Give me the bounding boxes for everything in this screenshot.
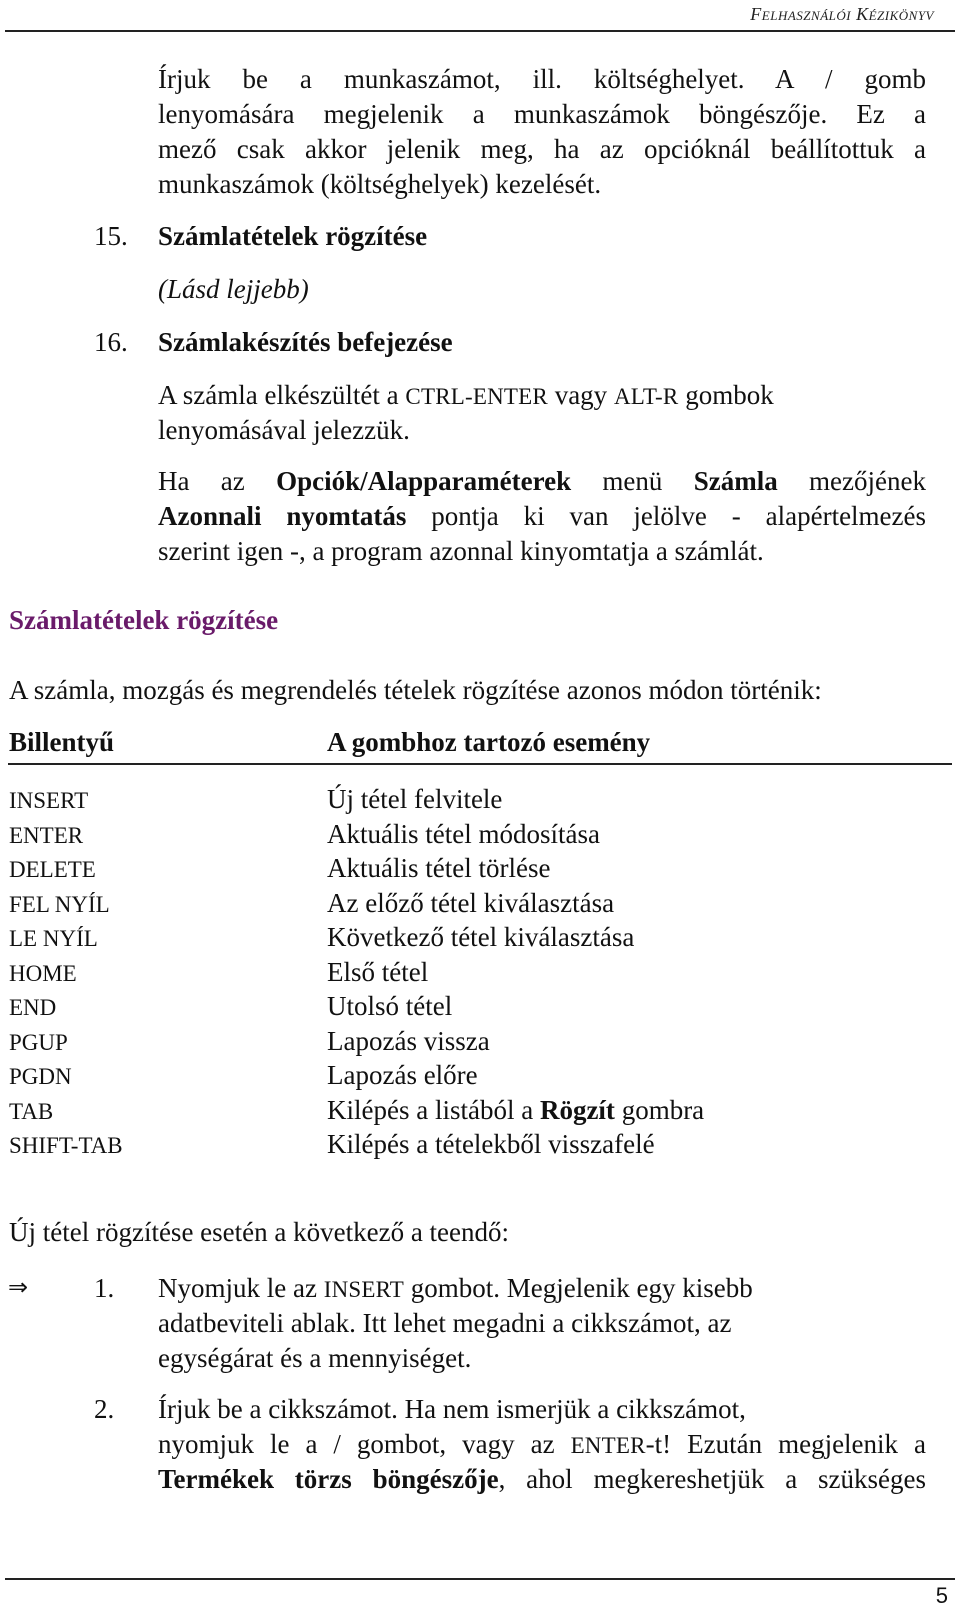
- browser-reference: Termékek törzs böngészője: [158, 1464, 499, 1494]
- steps-intro: Új tétel rögzítése esetén a következő a teendő:: [9, 1217, 510, 1247]
- step-2-line-1: Írjuk be a cikkszámot. Ha nem ismerjük a cikkszámot,: [158, 1394, 746, 1424]
- item-16-para-2-line-2: [158, 499, 926, 535]
- key-name: INSERT: [323, 1277, 405, 1302]
- text-segment: Ha az: [158, 466, 277, 496]
- text-segment: gombot. Megjelenik egy kisebb: [404, 1273, 753, 1303]
- event-cell: Lapozás vissza: [327, 1025, 490, 1056]
- table-row: [0, 1095, 960, 1131]
- event-cell: Következő tétel kiválasztása: [327, 922, 635, 952]
- text-segment: A számla elkészültét a: [158, 380, 406, 410]
- item-16-para-1-line-2: lenyomásával jelezzük.: [158, 415, 410, 445]
- table-row: [0, 1060, 960, 1096]
- text-segment: menü: [571, 466, 694, 496]
- key-cell: END: [9, 995, 57, 1020]
- item-16-para-1-line-1: [158, 378, 774, 415]
- table-row: [0, 1129, 960, 1165]
- table-header-rule: [8, 763, 952, 765]
- page-number: 5: [935, 1583, 948, 1608]
- item-15-number: 15.: [94, 221, 128, 251]
- item-16-para-2-line-1: [158, 464, 926, 500]
- table-header-key: Billentyű: [9, 727, 115, 757]
- table-row: [0, 957, 960, 993]
- implies-arrow-icon: ⇒: [8, 1273, 29, 1301]
- option-reference: Azonnali nyomtatás: [158, 501, 407, 531]
- event-cell: [327, 1095, 704, 1126]
- event-cell: Új tétel felvitele: [327, 784, 503, 814]
- running-header: Felhasználói Kézikönyv: [750, 4, 934, 24]
- section-title: Számlatételek rögzítése: [9, 605, 279, 635]
- step-1-line-2: adatbeviteli ablak. Itt lehet megadni a cikkszámot, az: [158, 1308, 732, 1338]
- item-16-number: 16.: [94, 327, 128, 357]
- text-segment: gombra: [614, 1094, 705, 1125]
- text-segment: pontja ki van jelölve - alapértelmezés: [406, 501, 927, 531]
- field-reference: Számla: [693, 466, 778, 496]
- key-cell: PGUP: [9, 1029, 68, 1055]
- intro-line-2: lenyomására megjelenik a munkaszámok böngészője. Ez a: [158, 99, 926, 129]
- text-segment: , ahol megkereshetjük a szükséges: [498, 1464, 926, 1494]
- event-cell: Aktuális tétel törlése: [327, 853, 551, 883]
- key-cell: SHIFT-TAB: [9, 1133, 123, 1158]
- text-segment: -t! Ezután megjelenik a: [645, 1429, 927, 1459]
- text-segment: Kilépés a listából a: [327, 1094, 540, 1125]
- footer-rule: [5, 1578, 955, 1580]
- key-cell: INSERT: [9, 788, 89, 813]
- table-row: [0, 922, 960, 958]
- text-segment: mezőjének: [777, 466, 926, 496]
- text-segment: vagy: [547, 380, 614, 410]
- key-cell: FEL NYÍL: [9, 891, 110, 917]
- text-segment: gombok: [678, 380, 774, 410]
- intro-line-3: mező csak akkor jelenik meg, ha az opcióknál beállítottuk a: [158, 134, 926, 164]
- table-row: [0, 991, 960, 1027]
- table-row: [0, 819, 960, 855]
- event-cell: Első tétel: [327, 956, 429, 987]
- table-header-event: A gombhoz tartozó esemény: [327, 727, 651, 757]
- menu-reference: Opciók/Alapparaméterek: [276, 466, 572, 496]
- key-name: ALT-R: [613, 384, 679, 409]
- step-1-line-1: [158, 1271, 753, 1308]
- intro-line-1: Írjuk be a munkaszámot, ill. költséghelyet. A / gomb: [158, 64, 926, 94]
- item-15-title: Számlatételek rögzítése: [158, 221, 428, 251]
- event-cell: Az előző tétel kiválasztása: [327, 887, 615, 918]
- key-name: ENTER: [570, 1433, 646, 1458]
- step-1-line-3: egységárat és a mennyiséget.: [158, 1343, 472, 1373]
- text-segment: Nyomjuk le az: [158, 1273, 324, 1303]
- step-2-line-2: [158, 1427, 926, 1464]
- item-16-title: Számlakészítés befejezése: [158, 327, 453, 357]
- event-cell: Utolsó tétel: [327, 991, 453, 1021]
- section-intro: A számla, mozgás és megrendelés tételek rögzítése azonos módon történik:: [9, 675, 822, 705]
- key-cell: PGDN: [9, 1064, 72, 1089]
- step-1-number: 1.: [94, 1273, 115, 1303]
- key-cell: DELETE: [9, 857, 96, 882]
- table-row: [0, 888, 960, 924]
- event-cell: Lapozás előre: [327, 1060, 478, 1090]
- key-name: CTRL-ENTER: [405, 384, 548, 409]
- event-cell: Kilépés a tételekből visszafelé: [327, 1129, 655, 1159]
- table-row: [0, 1026, 960, 1062]
- item-15-note: (Lásd lejjebb): [158, 274, 309, 304]
- event-cell: Aktuális tétel módosítása: [327, 818, 600, 849]
- key-cell: ENTER: [9, 822, 84, 848]
- key-cell: LE NYÍL: [9, 926, 98, 951]
- key-cell: HOME: [9, 960, 77, 986]
- table-row: [0, 853, 960, 889]
- key-cell: TAB: [9, 1098, 54, 1124]
- button-reference: Rögzít: [539, 1094, 615, 1125]
- step-2-line-3: [158, 1462, 926, 1498]
- step-2-number: 2.: [94, 1394, 115, 1424]
- intro-line-4: munkaszámok (költséghelyek) kezelését.: [158, 169, 602, 199]
- text-segment: nyomjuk le a / gombot, vagy az: [158, 1429, 571, 1459]
- table-row: [0, 784, 960, 820]
- item-16-para-2-line-3: szerint igen -, a program azonnal kinyomtatja a számlát.: [158, 536, 764, 566]
- header-rule: [5, 30, 955, 32]
